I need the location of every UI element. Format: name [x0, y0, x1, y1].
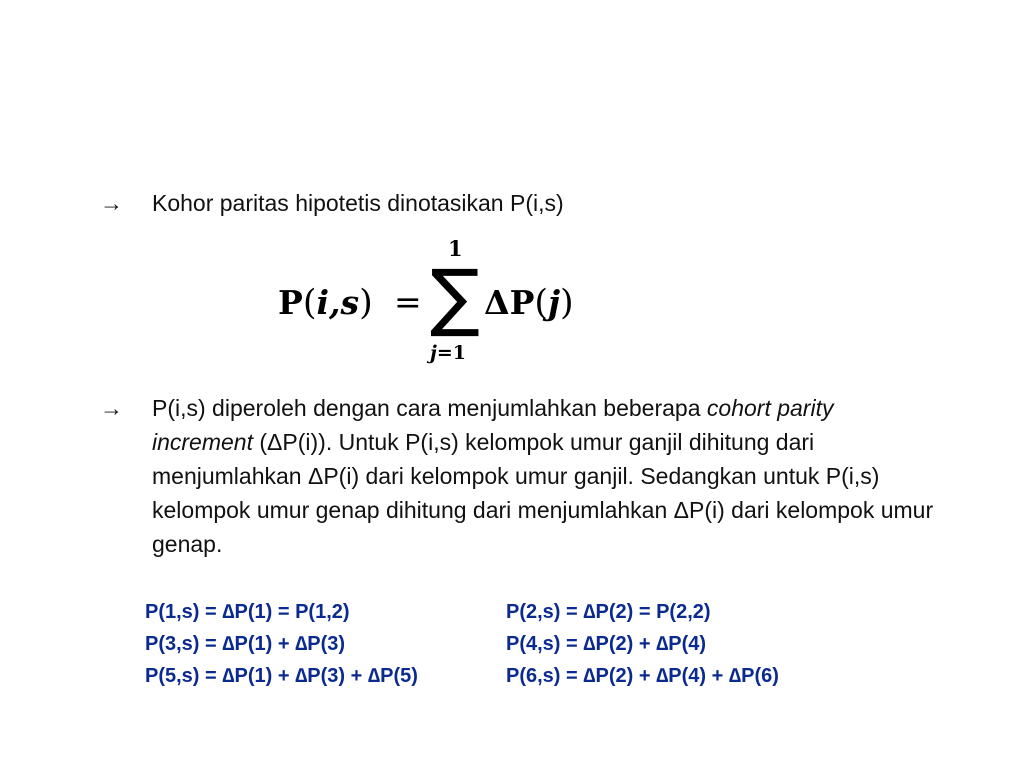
equation-rhs-arg: j	[548, 283, 561, 322]
formula-even: P(6,s) = ∆P(2) + ∆P(4) + ∆P(6)	[506, 665, 779, 687]
formula-even: P(2,s) = ∆P(2) = P(2,2)	[506, 601, 711, 623]
bullet-text-start: P(i,s) diperoleh dengan cara menjumlahkan beberapa	[152, 395, 707, 421]
bullet-text	[152, 391, 940, 561]
equation-lhs: P(i,s)	[278, 283, 373, 323]
bullet-text-italic: cohort parity increment	[152, 395, 834, 455]
equation-rhs-func: ΔP	[484, 283, 535, 322]
sum-equation	[276, 232, 596, 380]
formula-odd: P(3,s) = ∆P(1) + ∆P(3)	[145, 633, 346, 655]
formula-row	[145, 628, 905, 660]
formula-even: P(4,s) = ∆P(2) + ∆P(4)	[506, 633, 707, 655]
sum-lower-limit	[430, 342, 466, 364]
equation-equals: =	[394, 282, 422, 321]
bullet-item-notation	[100, 186, 940, 220]
formula-list	[145, 596, 905, 692]
equation-lhs-func: P	[278, 283, 303, 322]
arrow-icon: →	[100, 395, 123, 421]
bullet-item-explanation	[100, 391, 940, 561]
bullet-text: Kohor paritas hipotetis dinotasikan P(i,s)	[152, 190, 564, 216]
sum-lower-value: =1	[436, 342, 467, 364]
formula-odd: P(1,s) = ∆P(1) = P(1,2)	[145, 601, 350, 623]
sum-upper-limit: 1	[448, 236, 463, 261]
equation-lhs-args: i,s	[316, 283, 360, 322]
sum-lower-var: j	[430, 342, 437, 364]
equation-rhs: ΔP(j)	[484, 283, 574, 323]
formula-odd: P(5,s) = ∆P(1) + ∆P(3) + ∆P(5)	[145, 665, 418, 687]
sigma-icon: ∑	[430, 254, 480, 340]
arrow-icon: →	[100, 190, 123, 216]
formula-row	[145, 596, 905, 628]
formula-row	[145, 660, 905, 692]
bullet-text-end: (ΔP(i)). Untuk P(i,s) kelompok umur ganjil dihitung dari menjumlahkan ΔP(i) dari kelompok umur ganjil. Sedangkan untuk P(i,s) kelompok umur genap dihitung dari menjumlahkan ΔP(i) dari kelompok umur genap.	[152, 429, 934, 557]
